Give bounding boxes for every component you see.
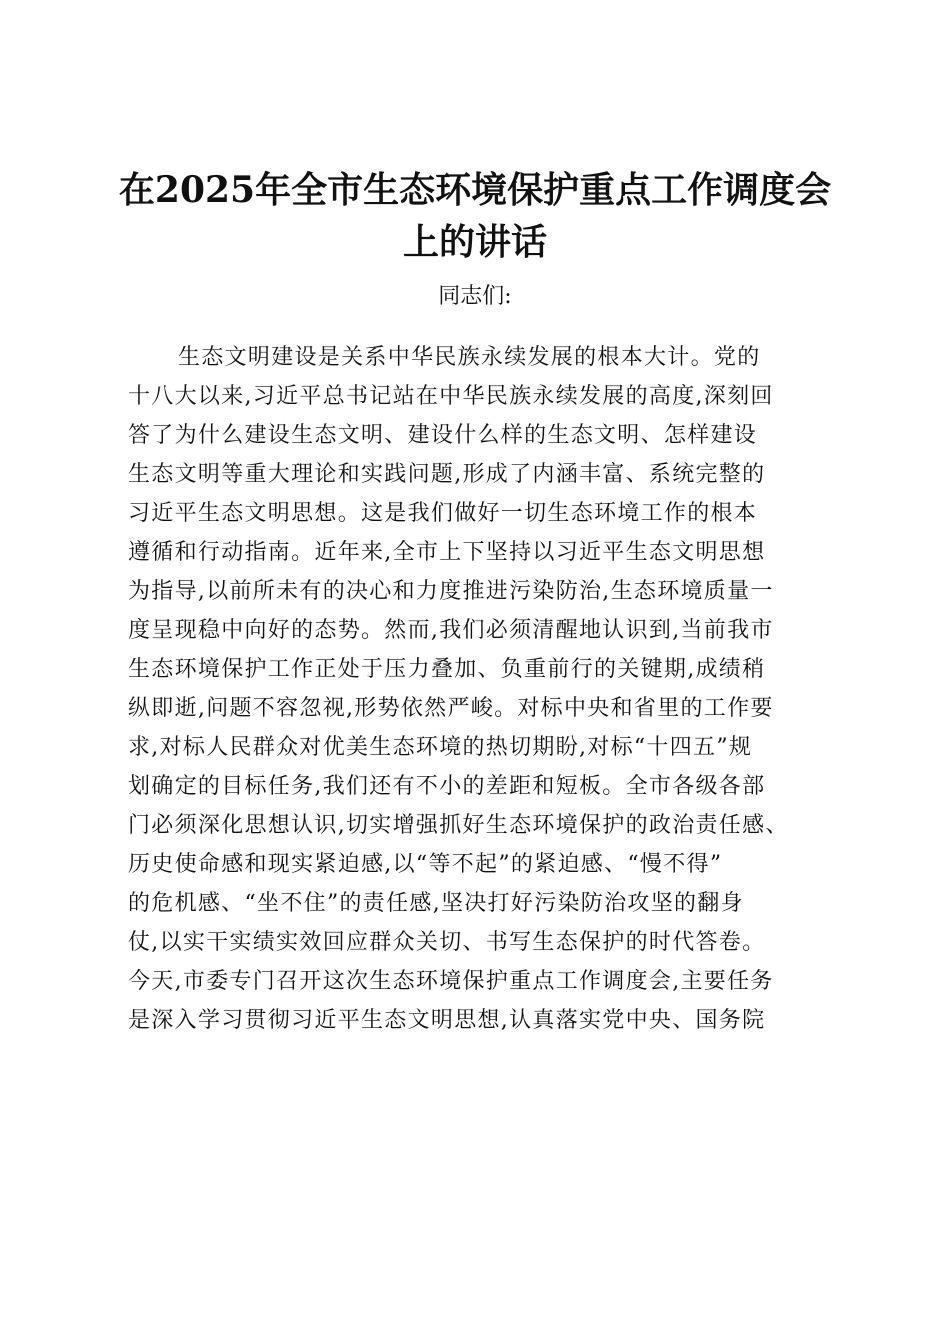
body-line: 划确定的目标任务,我们还有不小的差距和短板。全市各级各部 xyxy=(128,774,766,799)
title-line-2: 上的讲话 xyxy=(402,221,547,263)
body-line: 生态文明建设是关系中华民族永续发展的根本大计。党的 xyxy=(178,345,761,370)
body-line: 历史使命感和现实紧迫感,以“等不起”的紧迫感、“慢不得” xyxy=(128,852,723,877)
body-line: 为指导,以前所未有的决心和力度推进污染防治,生态环境质量一 xyxy=(128,579,774,604)
body-line: 纵即逝,问题不容忽视,形势依然严峻。对标中央和省里的工作要 xyxy=(128,696,774,721)
body-line: 答了为什么建设生态文明、建设什么样的生态文明、怎样建设 xyxy=(128,423,758,448)
salutation: 同志们: xyxy=(438,284,512,309)
body-line: 生态文明等重大理论和实践问题,形成了内涵丰富、系统完整的 xyxy=(128,462,766,487)
body-line: 仗,以实干实绩实效回应群众关切、书写生态保护的时代答卷。 xyxy=(128,930,766,955)
body-line: 遵循和行动指南。近年来,全市上下坚持以习近平生态文明思想 xyxy=(128,540,766,565)
body-line: 门必须深化思想认识,切实增强抓好生态环境保护的政治责任感、 xyxy=(128,813,789,838)
body-line: 十八大以来,习近平总书记站在中华民族永续发展的高度,深刻回 xyxy=(128,384,774,409)
document-title xyxy=(100,164,850,268)
body-line: 是深入学习贯彻习近平生态文明思想,认真落实党中央、国务院 xyxy=(128,1008,766,1033)
body-line: 习近平生态文明思想。这是我们做好一切生态环境工作的根本 xyxy=(128,501,758,526)
body-line: 度呈现稳中向好的态势。然而,我们必须清醒地认识到,当前我市 xyxy=(128,618,774,643)
body-paragraph xyxy=(128,338,828,1040)
title-line-1: 在2025年全市生态环境保护重点工作调度会 xyxy=(118,169,832,211)
body-line: 求,对标人民群众对优美生态环境的热切期盼,对标“十四五”规 xyxy=(128,735,753,760)
body-line: 的危机感、“坐不住”的责任感,坚决打好污染防治攻坚的翻身 xyxy=(128,891,744,916)
body-line: 生态环境保护工作正处于压力叠加、负重前行的关键期,成绩稍 xyxy=(128,657,766,682)
body-line: 今天,市委专门召开这次生态环境保护重点工作调度会,主要任务 xyxy=(128,969,774,994)
